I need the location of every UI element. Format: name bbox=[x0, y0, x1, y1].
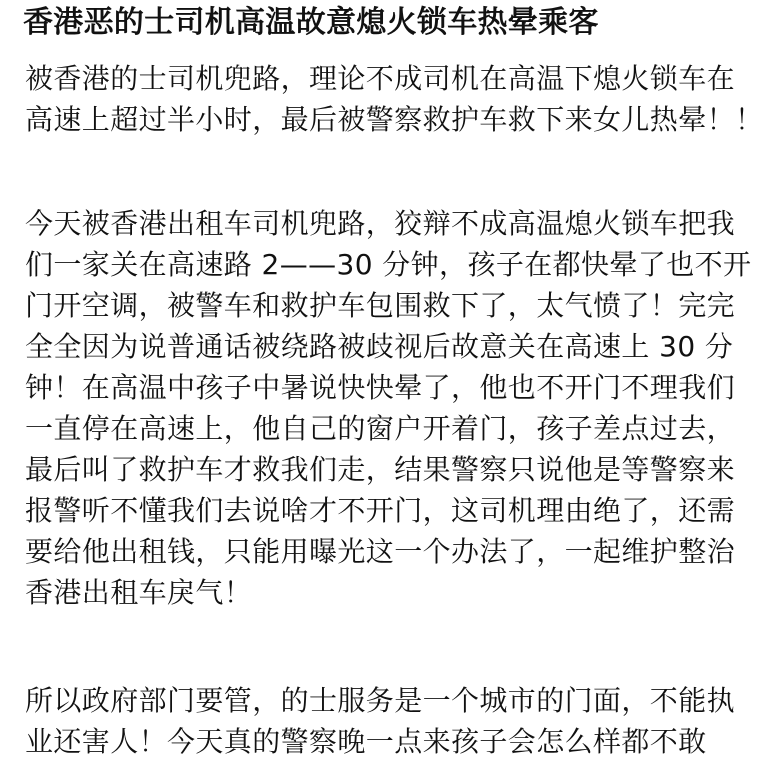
text-line: 门开空调，被警车和救护车包围救下了，太气愤了！完完 bbox=[25, 289, 736, 322]
paragraph-intro bbox=[25, 58, 763, 140]
text-line: 们一家关在高速路 2——30 分钟，孩子在都快晕了也不开 bbox=[25, 248, 752, 281]
text-line: 最后叫了救护车才救我们走，结果警察只说他是等警察来 bbox=[25, 453, 736, 486]
paragraph-conclusion bbox=[25, 680, 735, 762]
text-line: 业还害人！今天真的警察晚一点来孩子会怎么样都不敢 bbox=[25, 725, 707, 758]
text-line: 高速上超过半小时，最后被警察救护车救下来女儿热晕！！ bbox=[25, 103, 764, 136]
post-title: 香港恶的士司机高温故意熄火锁车热晕乘客 bbox=[23, 5, 599, 40]
text-line: 所以政府部门要管，的士服务是一个城市的门面，不能执 bbox=[25, 684, 736, 717]
text-line: 全全因为说普通话被绕路被歧视后故意关在高速上 30 分 bbox=[25, 330, 734, 363]
paragraph-story bbox=[25, 203, 751, 613]
text-line: 被香港的士司机兜路，理论不成司机在高温下熄火锁车在 bbox=[25, 62, 736, 95]
text-line: 香港出租车戾气！ bbox=[25, 576, 253, 609]
text-line: 钟！在高温中孩子中暑说快快晕了，他也不开门不理我们 bbox=[25, 371, 736, 404]
text-line: 报警听不懂我们去说啥才不开门，这司机理由绝了，还需 bbox=[25, 494, 736, 527]
text-line: 今天被香港出租车司机兜路，狡辩不成高温熄火锁车把我 bbox=[25, 207, 736, 240]
text-line: 一直停在高速上，他自己的窗户开着门，孩子差点过去， bbox=[25, 412, 736, 445]
text-line: 要给他出租钱，只能用曝光这一个办法了，一起维护整治 bbox=[25, 535, 736, 568]
